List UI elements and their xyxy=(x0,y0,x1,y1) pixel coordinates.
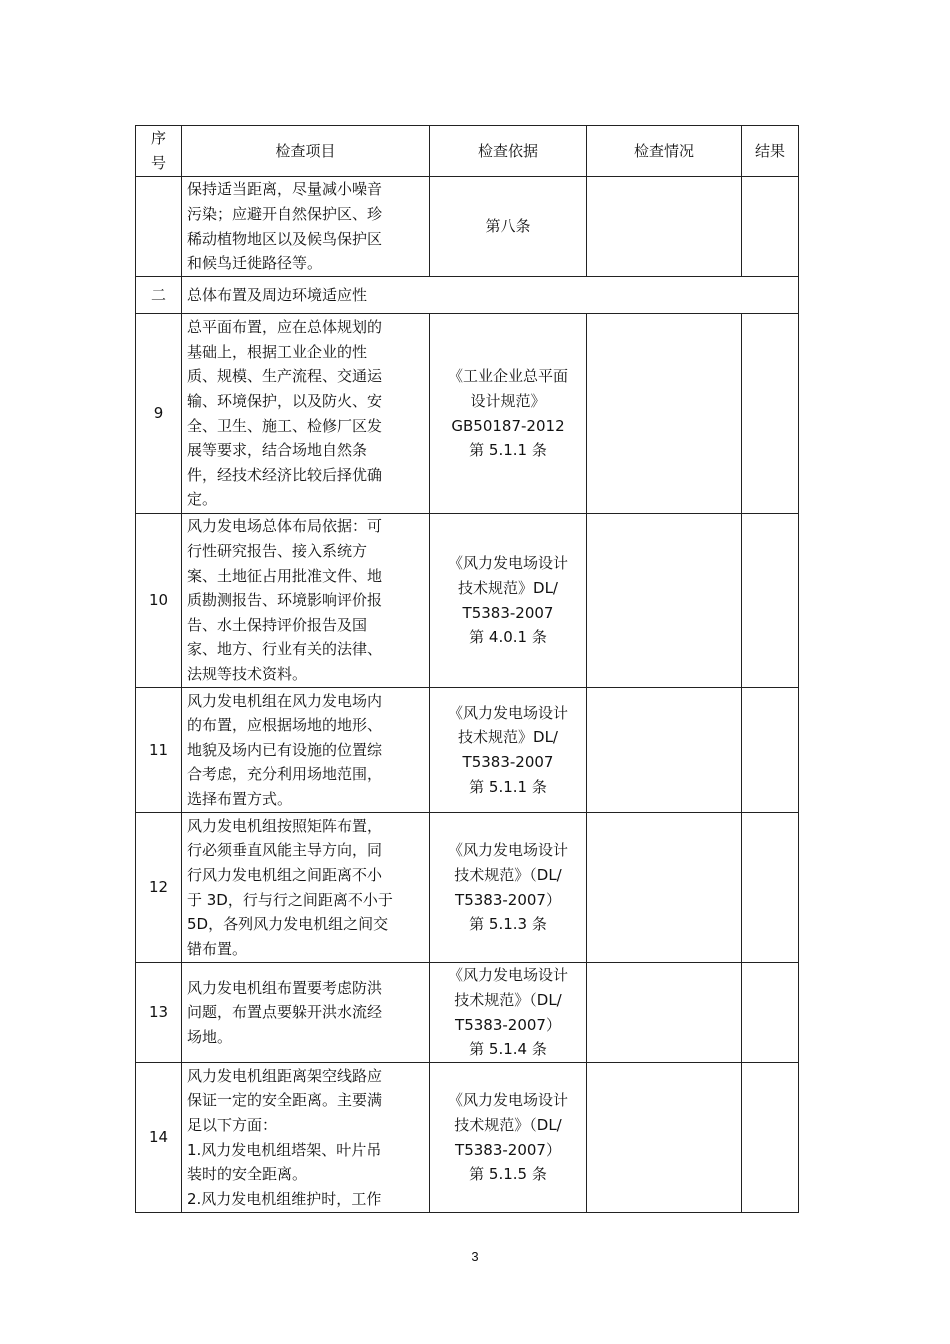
row-basis xyxy=(430,314,587,514)
basis-line: T5383-2007） xyxy=(455,1140,561,1159)
item-line: 定。 xyxy=(187,490,218,509)
table-row xyxy=(136,1063,799,1213)
basis-line: 第 5.1.1 条 xyxy=(469,441,547,460)
section-title: 总体布置及周边环境适应性 xyxy=(182,277,799,314)
item-line: 风力发电机组按照矩阵布置， xyxy=(187,816,383,835)
item-line: 错布置。 xyxy=(187,939,248,958)
item-line: 风力发电机组布置要考虑防洪 xyxy=(187,978,383,997)
row-basis: 第八条 xyxy=(430,177,587,277)
table-row xyxy=(136,514,799,688)
item-line: 于 3D，行与行之间距离不小于 xyxy=(187,890,393,909)
item-line: 场地。 xyxy=(187,1027,233,1046)
item-line: 的布置，应根据场地的地形、 xyxy=(187,716,383,735)
basis-line: 《工业企业总平面 xyxy=(447,367,568,386)
item-line: 合考虑，充分利用场地范围， xyxy=(187,765,383,784)
row-basis xyxy=(430,688,587,813)
row-status xyxy=(587,1063,742,1213)
row-no: 12 xyxy=(136,813,182,963)
row-item xyxy=(182,688,430,813)
basis-line: 设计规范》 xyxy=(470,391,546,410)
basis-line: 《风力发电场设计 xyxy=(447,703,568,722)
item-line: 稀动植物地区以及候鸟保护区 xyxy=(187,229,383,248)
section-row xyxy=(136,277,799,314)
row-no: 9 xyxy=(136,314,182,514)
basis-line: T5383-2007 xyxy=(462,603,554,622)
item-line: 1.风力发电机组塔架、叶片吊 xyxy=(187,1140,382,1159)
basis-line: T5383-2007） xyxy=(455,1015,561,1034)
row-result xyxy=(742,314,799,514)
row-basis xyxy=(430,813,587,963)
row-status xyxy=(587,514,742,688)
item-line: 告、水土保持评价报告及国 xyxy=(187,615,368,634)
item-line: 质、规模、生产流程、交通运 xyxy=(187,367,383,386)
row-status xyxy=(587,963,742,1063)
basis-line: GB50187-2012 xyxy=(451,416,565,435)
row-no: 11 xyxy=(136,688,182,813)
row-basis xyxy=(430,1063,587,1213)
item-line: 地貌及场内已有设施的位置综 xyxy=(187,740,383,759)
row-result xyxy=(742,1063,799,1213)
table-row xyxy=(136,688,799,813)
item-line: 污染；应避开自然保护区、珍 xyxy=(187,204,383,223)
item-line: 行风力发电机组之间距离不小 xyxy=(187,865,383,884)
row-status xyxy=(587,314,742,514)
item-line: 全、卫生、施工、检修厂区发 xyxy=(187,416,383,435)
table-row-continued xyxy=(136,177,799,277)
basis-line: 技术规范》（DL/ xyxy=(454,865,562,884)
header-row xyxy=(136,126,799,177)
header-basis: 检查依据 xyxy=(430,126,587,177)
row-result xyxy=(742,813,799,963)
item-line: 行性研究报告、接入系统方 xyxy=(187,542,368,561)
row-item xyxy=(182,177,430,277)
row-result xyxy=(742,963,799,1063)
row-item xyxy=(182,1063,430,1213)
row-basis xyxy=(430,514,587,688)
row-item xyxy=(182,963,430,1063)
item-line: 行必须垂直风能主导方向，同 xyxy=(187,841,383,860)
row-result xyxy=(742,177,799,277)
header-status: 检查情况 xyxy=(587,126,742,177)
row-item xyxy=(182,514,430,688)
basis-line: 技术规范》（DL/ xyxy=(454,1115,562,1134)
row-no: 13 xyxy=(136,963,182,1063)
table-row xyxy=(136,963,799,1063)
basis-line: 《风力发电场设计 xyxy=(447,966,568,985)
table-row xyxy=(136,813,799,963)
row-status xyxy=(587,177,742,277)
row-status xyxy=(587,688,742,813)
row-basis xyxy=(430,963,587,1063)
row-no: 14 xyxy=(136,1063,182,1213)
item-line: 保证一定的安全距离。主要满 xyxy=(187,1091,383,1110)
header-item: 检查项目 xyxy=(182,126,430,177)
item-line: 基础上，根据工业企业的性 xyxy=(187,342,368,361)
basis-line: 第 5.1.4 条 xyxy=(469,1040,547,1059)
item-line: 保持适当距离，尽量减小噪音 xyxy=(187,180,383,199)
basis-line: 第 5.1.3 条 xyxy=(469,915,547,934)
row-no: 10 xyxy=(136,514,182,688)
item-line: 件，经技术经济比较后择优确 xyxy=(187,465,383,484)
item-line: 家、地方、行业有关的法律、 xyxy=(187,640,383,659)
inspection-table xyxy=(135,125,799,1213)
basis-line: 第 5.1.1 条 xyxy=(469,777,547,796)
basis-line: 技术规范》DL/ xyxy=(458,728,558,747)
item-line: 装时的安全距离。 xyxy=(187,1165,308,1184)
header-result: 结果 xyxy=(742,126,799,177)
item-line: 5D，各列风力发电机组之间交 xyxy=(187,915,389,934)
item-line: 展等要求，结合场地自然条 xyxy=(187,441,368,460)
item-line: 风力发电场总体布局依据：可 xyxy=(187,517,383,536)
item-line: 足以下方面： xyxy=(187,1115,278,1134)
item-line: 质勘测报告、环境影响评价报 xyxy=(187,591,383,610)
row-no xyxy=(136,177,182,277)
item-line: 总平面布置，应在总体规划的 xyxy=(187,318,383,337)
basis-line: T5383-2007 xyxy=(462,753,554,771)
basis-line: 《风力发电场设计 xyxy=(447,841,568,860)
item-line: 风力发电机组距离架空线路应 xyxy=(187,1066,383,1085)
row-status xyxy=(587,813,742,963)
item-line: 选择布置方式。 xyxy=(187,789,293,808)
page-number: 3 xyxy=(471,1249,479,1264)
item-line: 2.风力发电机组维护时，工作 xyxy=(187,1189,382,1208)
basis-line: 技术规范》（DL/ xyxy=(454,990,562,1009)
item-line: 问题，布置点要躲开洪水流经 xyxy=(187,1003,383,1022)
basis-line: 第 5.1.5 条 xyxy=(469,1165,547,1184)
basis-line: 技术规范》DL/ xyxy=(458,578,558,597)
section-no: 二 xyxy=(136,277,182,314)
header-no: 序号 xyxy=(136,126,182,177)
basis-line: 《风力发电场设计 xyxy=(447,1091,568,1110)
item-line: 案、土地征占用批准文件、地 xyxy=(187,566,383,585)
item-line: 输、环境保护，以及防火、安 xyxy=(187,391,383,410)
item-line: 和候鸟迁徙路径等。 xyxy=(187,254,323,273)
basis-line: 第 4.0.1 条 xyxy=(469,628,547,647)
item-line: 法规等技术资料。 xyxy=(187,664,308,683)
row-item xyxy=(182,813,430,963)
table-row xyxy=(136,314,799,514)
item-line: 风力发电机组在风力发电场内 xyxy=(187,691,383,710)
row-item xyxy=(182,314,430,514)
basis-line: 《风力发电场设计 xyxy=(447,554,568,573)
row-result xyxy=(742,514,799,688)
row-result xyxy=(742,688,799,813)
basis-line: T5383-2007） xyxy=(455,890,561,909)
